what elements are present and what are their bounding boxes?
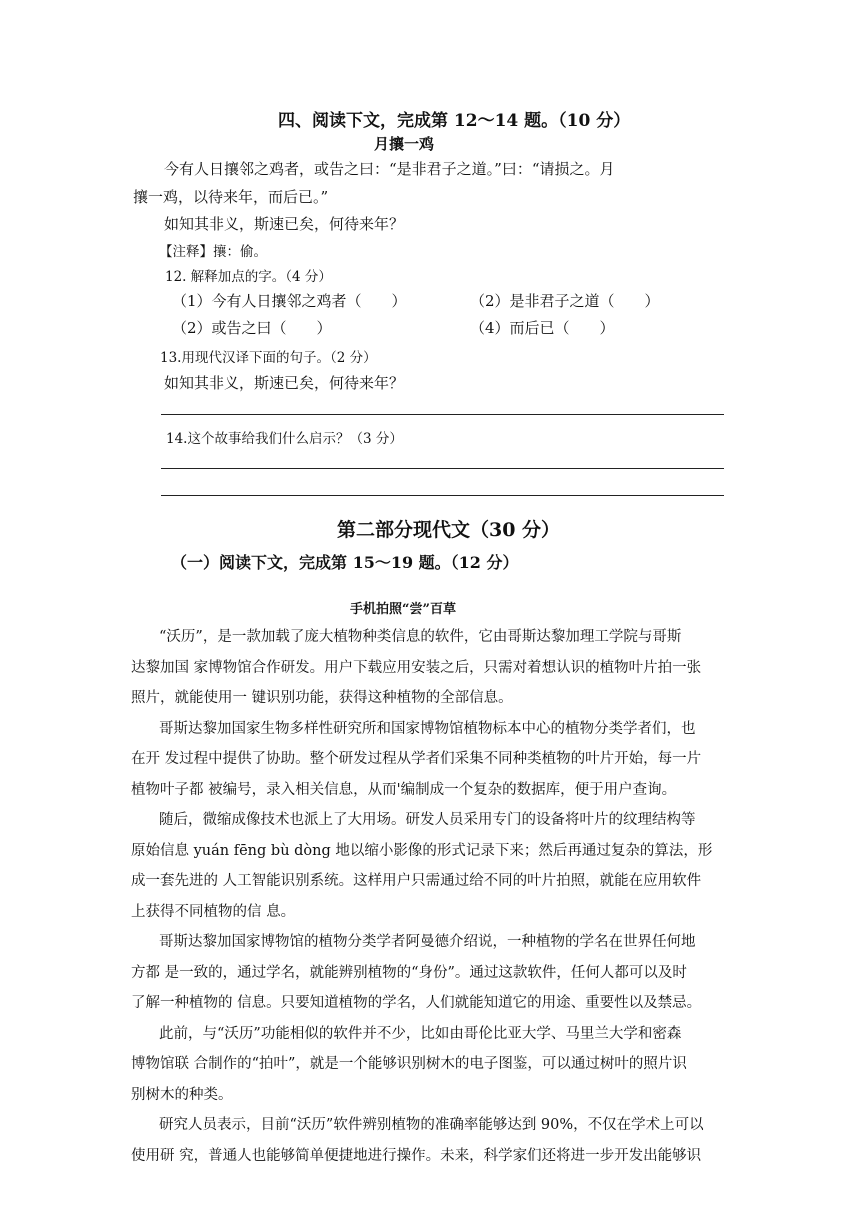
question-12: 12. 解释加点的字。（4 分） (165, 269, 332, 285)
question-12-item: （1）今有人日攘邻之鸡者（ ） (172, 292, 407, 310)
section-heading: 四、阅读下文，完成第 12～14 题。（10 分） (278, 111, 631, 131)
question-13: 13.用现代汉译下面的句子。（2 分） (160, 350, 377, 366)
classical-text-line: 今有人日攘邻之鸡者，或告之曰：“是非君子之道。”曰：“请损之。月 (164, 160, 615, 178)
answer-line[interactable] (161, 495, 724, 496)
article-paragraph: 哥斯达黎加国家博物馆的植物分类学者阿曼德介绍说，一种植物的学名在世界任何地 方都 是一致的，通过学名，就能辨别植物的“身份”。通过这款软件，任何人都可以及时 了解一种植物的 信息。只要知道植物的学名，人们就能知道它的用途、重要性以及禁忌。 (131, 934, 702, 1011)
article-paragraph: “沃历”，是一款加载了庞大植物种类信息的软件，它由哥斯达黎加理工学院与哥斯 达黎加国 家博物馆合作研发。用户下载应用安装之后，只需对着想认识的植物叶片拍一张 照片，就能使用一 键识别功能，获得这种植物的全部信息。 (131, 629, 702, 706)
annotation-note: 【注释】攘：偷。 (159, 244, 267, 260)
question-12-item: （2）或告之曰（ ） (172, 319, 332, 337)
answer-line[interactable] (161, 468, 724, 469)
article-paragraph: 哥斯达黎加国家生物多样性研究所和国家博物馆植物标本中心的植物分类学者们，也 在开 发过程中提供了协助。整个研发过程从学者们采集不同种类植物的叶片开始，每一片 植物叶子都 被编号，录入相关信息，从而'编制成一个复杂的数据库，便于用户查询。 (131, 720, 702, 798)
article-paragraph: 随后，微缩成像技术也派上了大用场。研发人员采用专门的设备将叶片的纹理结构等 原始信息 yuán fēng bù dòng 地以缩小影像的形式记录下来；然后再通过复杂的算法，形 成一套先进的 人工智能识别系统。这样用户只需通过给不同的叶片拍照，就能在应用软件 上获得不同植物的信 息。 (131, 812, 713, 920)
classical-text-line: 攘一鸡，以待来年，而后已。” (133, 188, 329, 206)
part-heading: 第二部分现代文（30 分） (337, 519, 561, 541)
article-paragraph: 此前，与“沃历”功能相似的软件并不少，比如由哥伦比亚大学、马里兰大学和密森 博物馆联 合制作的“拍叶”，就是一个能够识别树木的电子图鉴，可以通过树叶的照片识 别树木的种类。 (131, 1025, 687, 1103)
classical-text-title: 月攘一鸡 (374, 135, 435, 153)
article-body (131, 622, 731, 1171)
classical-text-line: 如知其非义，斯速已矣，何待来年？ (164, 215, 405, 233)
question-13-sentence: 如知其非义，斯速已矣，何待来年？ (164, 374, 405, 392)
answer-line[interactable] (161, 414, 724, 415)
reading-sub-heading: （一）阅读下文，完成第 15～19 题。（12 分） (171, 553, 519, 572)
question-12-item: （2）是非君子之道（ ） (470, 292, 660, 310)
question-14: 14.这个故事给我们什么启示？（3 分） (166, 431, 403, 447)
article-paragraph: 研究人员表示，目前“沃历”软件辨别植物的准确率能够达到 90%，不仅在学术上可以 使用研 究，普通人也能够简单便捷地进行操作。未来，科学家们还将进一步开发出能够识 (131, 1117, 704, 1164)
article-title: 手机拍照“尝”百草 (350, 602, 456, 617)
question-12-item: （4）而后已（ ） (470, 319, 615, 337)
